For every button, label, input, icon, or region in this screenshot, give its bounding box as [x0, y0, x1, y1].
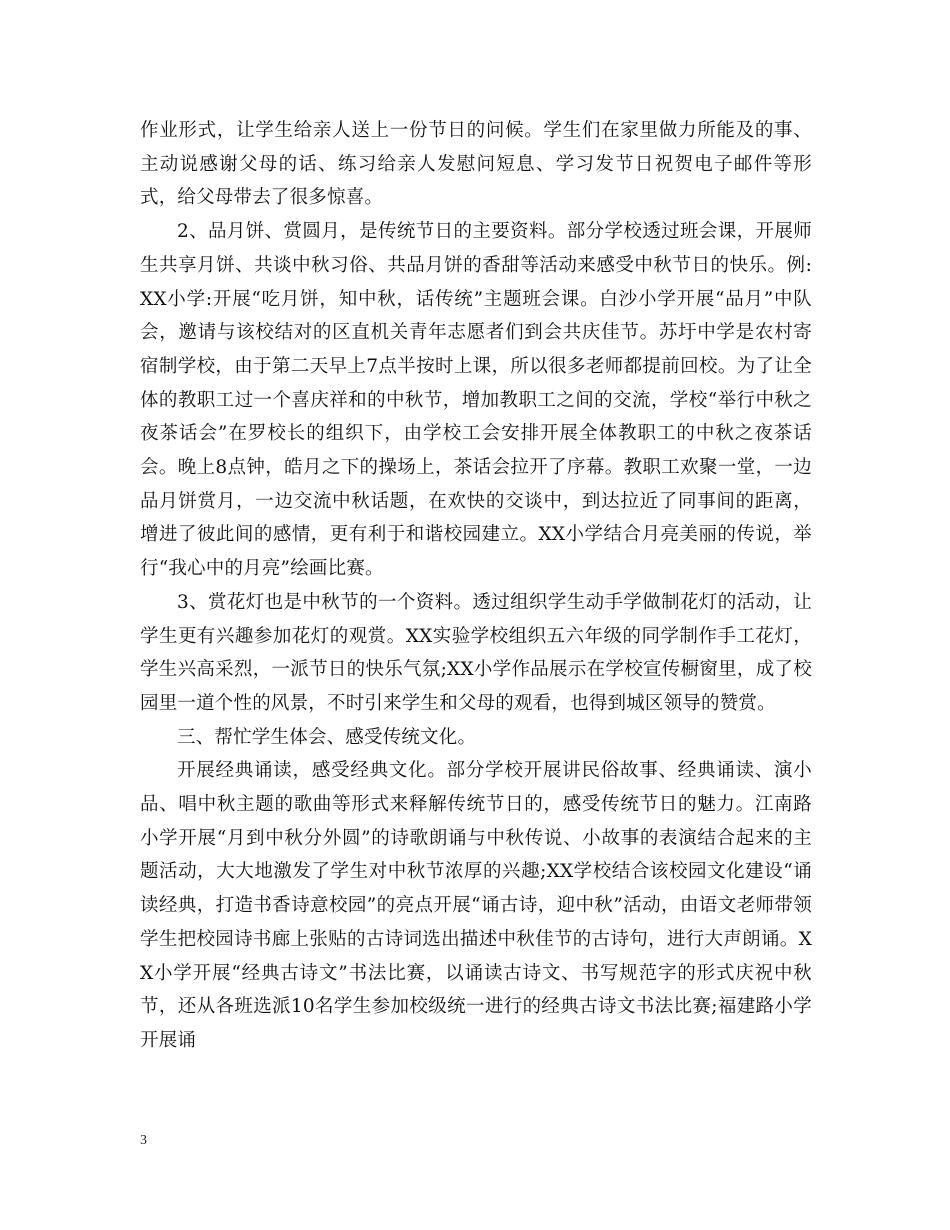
paragraph-mooncake-section: 2、品月饼、赏圆月，是传统节日的主要资料。部分学校透过班会课，开展师生共享月饼、共谈中秋习俗、共品月饼的香甜等活动来感受中秋节日的快乐。例:XX小学:开展“吃月饼，知中秋，话传统”主题班会课。白沙小学开展“品月”中队会，邀请与该校结对的区直机关青年志愿者们到会共庆佳节。苏圩中学是农村寄宿制学校，由于第二天早上7点半按时上课，所以很多老师都提前回校。为了让全体的教职工过一个喜庆祥和的中秋节，增加教职工之间的交流，学校“举行中秋之夜茶话会”在罗校长的组织下，由学校工会安排开展全体教职工的中秋之夜茶话会。晚上8点钟，皓月之下的操场上，茶话会拉开了序幕。教职工欢聚一堂，一边品月饼赏月，一边交流中秋话题，在欢快的交谈中，到达拉近了同事间的距离，增进了彼此间的感情，更有利于和谐校园建立。XX小学结合月亮美丽的传说，举行“我心中的月亮”绘画比赛。: [140, 221, 812, 580]
paragraph-continued: 作业形式，让学生给亲人送上一份节日的问候。学生们在家里做力所能及的事、主动说感谢父母的话、练习给亲人发慰问短息、学习发节日祝贺电子邮件等形式，给父母带去了很多惊喜。: [140, 120, 812, 209]
paragraph-classic-reading: 开展经典诵读，感受经典文化。部分学校开展讲民俗故事、经典诵读、演小品、唱中秋主题的歌曲等形式来释解传统节日的，感受传统节日的魅力。江南路小学开展“月到中秋分外圆”的诗歌朗诵与中秋传说、小故事的表演结合起来的主题活动，大大地激发了学生对中秋节浓厚的兴趣;XX学校结合该校园文化建设“诵读经典，打造书香诗意校园”的亮点开展“诵古诗，迎中秋”活动，由语文老师带领学生把校园诗书廊上张贴的古诗词选出描述中秋佳节的古诗句，进行大声朗诵。XX小学开展“经典古诗文”书法比赛，以诵读古诗文、书写规范字的形式庆祝中秋节，还从各班选派10名学生参加校级统一进行的经典古诗文书法比赛;福建路小学开展诵: [140, 760, 812, 1051]
page-number: 3: [140, 1133, 147, 1148]
paragraph-lantern-section: 3、赏花灯也是中秋节的一个资料。透过组织学生动手学做制花灯的活动，让学生更有兴趣参加花灯的观赏。XX实验学校组织五六年级的同学制作手工花灯，学生兴高采烈，一派节日的快乐气氛;XX小学作品展示在学校宣传橱窗里，成了校园里一道个性的风景，不时引来学生和父母的观看，也得到城区领导的赞赏。: [140, 591, 812, 714]
document-body: [140, 114, 812, 1058]
section-heading-culture: 三、帮忙学生体会、感受传统文化。: [177, 726, 477, 748]
